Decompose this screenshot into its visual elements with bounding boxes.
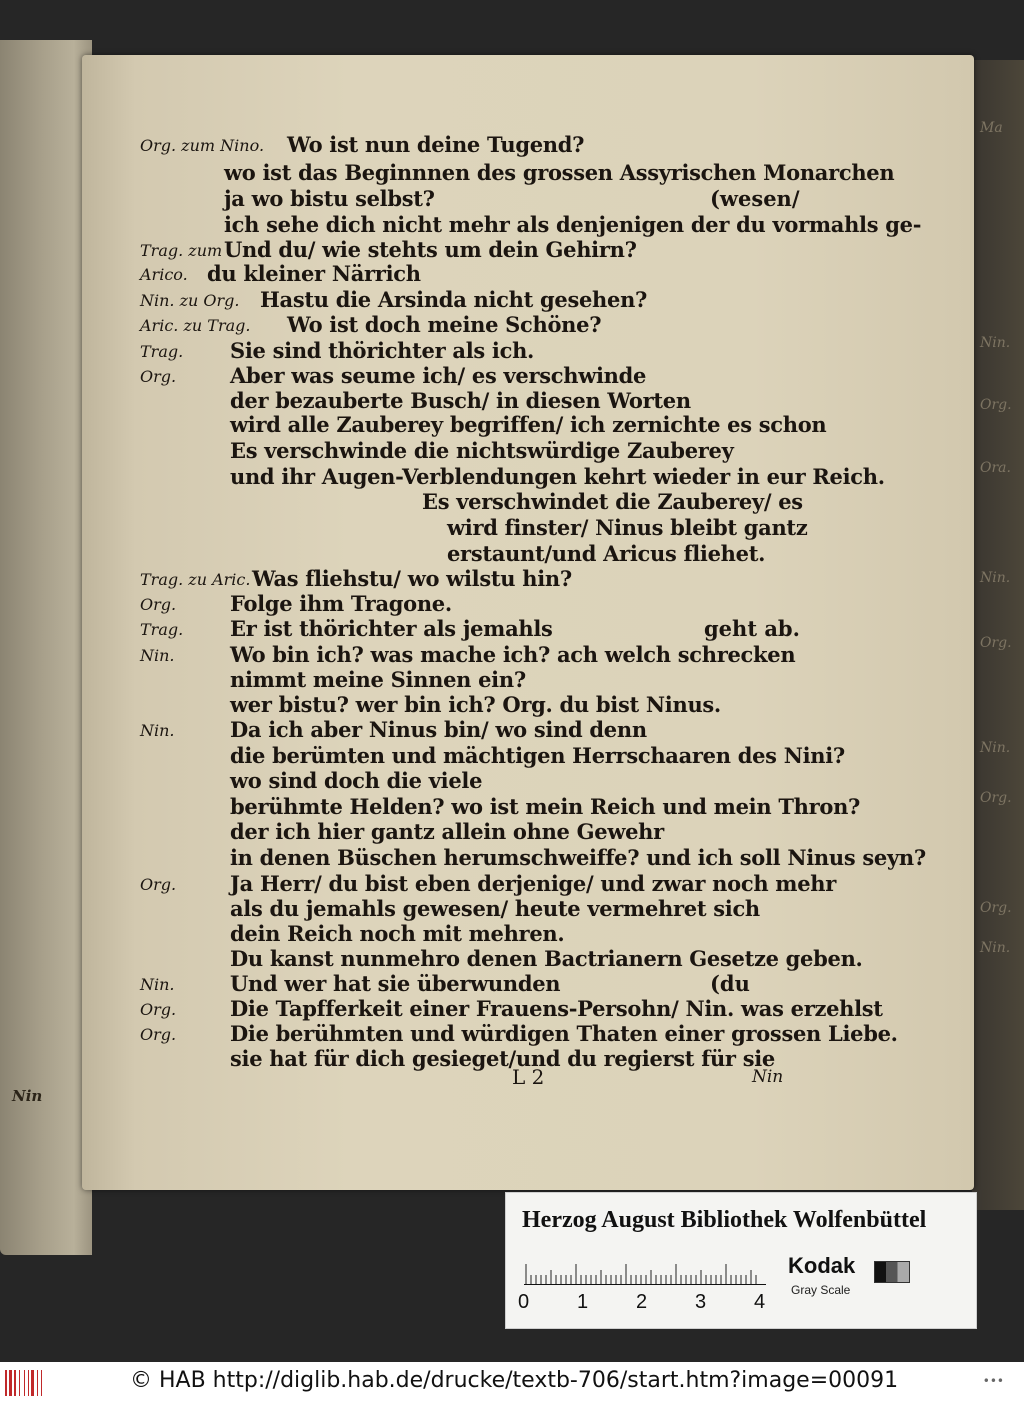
speaker-label: Trag. zu Aric. [140, 570, 251, 589]
speaker-label: Arico. [140, 265, 188, 284]
library-scale-card [505, 1192, 977, 1329]
text-line: Wo bin ich? was mache ich? ach welch schrecken [230, 642, 796, 667]
more-icon[interactable]: ••• [982, 1374, 1004, 1388]
text-line: wer bistu? wer bin ich? Org. du bist Ninus. [230, 692, 721, 717]
speaker-label: Trag. [140, 620, 184, 639]
gray-scale-label: Gray Scale [791, 1283, 851, 1297]
ghost-mark: Nin. [980, 940, 1011, 956]
text-line: Hastu die Arsinda nicht gesehen? [260, 287, 648, 312]
text-line: Die berühmten und würdigen Thaten einer grossen Liebe. [230, 1021, 898, 1046]
footer-url[interactable]: © HAB http://diglib.hab.de/drucke/textb-706/start.htm?image=00091 [130, 1368, 899, 1393]
barcode-icon [5, 1370, 49, 1396]
footer-bar [0, 1362, 1024, 1403]
text-line: berühmte Helden? wo ist mein Reich und mein Thron? [230, 794, 861, 819]
kodak-logo: Kodak [788, 1253, 856, 1278]
text-line: erstaunt/und Aricus fliehet. [447, 541, 766, 566]
text-line: wird alle Zauberey begriffen/ ich zernichte es schon [230, 412, 827, 437]
library-name: Herzog August Bibliothek Wolfenbüttel [522, 1207, 927, 1233]
speaker-label: Org. [140, 595, 177, 614]
ruler-number: 3 [695, 1291, 707, 1313]
left-catchword: Nin [12, 1087, 43, 1105]
speaker-label: Nin. [140, 646, 175, 665]
speaker-label: Aric. zu Trag. [140, 316, 251, 335]
ghost-mark: Org. [980, 397, 1012, 413]
ruler-number: 0 [518, 1291, 530, 1313]
ghost-mark: Ora. [980, 460, 1011, 476]
speaker-label: Org. [140, 1000, 177, 1019]
ghost-mark: Nin. [980, 335, 1011, 351]
text-line: Es verschwindet die Zauberey/ es [422, 489, 803, 514]
speaker-label: Nin. zu Org. [140, 291, 240, 310]
ruler-number: 2 [636, 1291, 648, 1313]
text-line: sie hat für dich gesieget/und du regierst für sie [230, 1046, 775, 1071]
page-catchword: Nin [752, 1067, 784, 1087]
text-line: Du kanst nunmehro denen Bactrianern Gesetze geben. [230, 946, 863, 971]
text-line: Wo ist doch meine Schöne? [287, 312, 602, 337]
speaker-label: Trag. [140, 342, 184, 361]
text-line: Wo ist nun deine Tugend? [287, 132, 585, 157]
text-line: du kleiner Närrich [207, 261, 421, 286]
speaker-label: Org. [140, 367, 177, 386]
ruler-number: 4 [754, 1291, 766, 1313]
speaker-label: Org. [140, 875, 177, 894]
text-line: in denen Büschen herumschweiffe? und ich soll Ninus seyn? [230, 845, 926, 870]
text-line: Und du/ wie stehts um dein Gehirn? [224, 237, 637, 262]
left-page-edge [0, 40, 92, 1255]
text-line: Ja Herr/ du bist eben derjenige/ und zwar noch mehr [230, 871, 837, 896]
ghost-mark: Ma [980, 120, 1003, 136]
speaker-label: Org. zum Nino. [140, 136, 265, 155]
text-line: der ich hier gantz allein ohne Gewehr [230, 819, 664, 844]
text-line: Die Tapfferkeit einer Frauens-Persohn/ Nin. was erzehlst [230, 996, 883, 1021]
text-line: als du jemahls gewesen/ heute vermehret sich [230, 896, 760, 921]
speaker-label: Trag. zum [140, 241, 223, 260]
text-line: wo sind doch die viele [230, 768, 483, 793]
text-line: die berümten und mächtigen Herrschaaren des Nini? [230, 743, 845, 768]
speaker-label: Org. [140, 1025, 177, 1044]
speaker-label: Nin. [140, 721, 175, 740]
text-line: Es verschwinde die nichtswürdige Zauberey [230, 438, 734, 463]
text-line: Folge ihm Tragone. [230, 591, 452, 616]
text-line: Aber was seume ich/ es verschwinde [230, 363, 647, 388]
right-aligned-text: (wesen/ [710, 186, 800, 211]
text-line: nimmt meine Sinnen ein? [230, 667, 526, 692]
ghost-mark: Org. [980, 790, 1012, 806]
page-signature: L 2 [512, 1065, 545, 1089]
text-line: wird finster/ Ninus bleibt gantz [447, 515, 808, 540]
ghost-mark: Org. [980, 635, 1012, 651]
next-page-edge [972, 60, 1024, 1210]
text-line: Er ist thörichter als jemahls [230, 616, 553, 641]
text-line: dein Reich noch mit mehren. [230, 921, 565, 946]
ghost-mark: Nin. [980, 740, 1011, 756]
right-aligned-text: (du [710, 971, 750, 996]
text-line: ich sehe dich nicht mehr als denjenigen der du vormahls ge- [224, 212, 922, 237]
text-line: Und wer hat sie überwunden [230, 971, 561, 996]
text-line: Da ich aber Ninus bin/ wo sind denn [230, 717, 647, 742]
text-line: der bezauberte Busch/ in diesen Worten [230, 388, 691, 413]
ruler-numbers [518, 1291, 778, 1317]
ghost-mark: Org. [980, 900, 1012, 916]
text-line: ja wo bistu selbst? [224, 186, 435, 211]
right-aligned-text: geht ab. [704, 616, 800, 641]
ruler-scale [524, 1263, 766, 1285]
gray-swatch-icon [874, 1261, 910, 1283]
ghost-mark: Nin. [980, 570, 1011, 586]
text-line: Sie sind thörichter als ich. [230, 338, 535, 363]
book-page [82, 55, 974, 1190]
ruler-number: 1 [577, 1291, 589, 1313]
text-line: Was fliehstu/ wo wilstu hin? [252, 566, 572, 591]
text-line: und ihr Augen-Verblendungen kehrt wieder in eur Reich. [230, 464, 885, 489]
text-line: wo ist das Beginnnen des grossen Assyrischen Monarchen [224, 160, 895, 185]
speaker-label: Nin. [140, 975, 175, 994]
